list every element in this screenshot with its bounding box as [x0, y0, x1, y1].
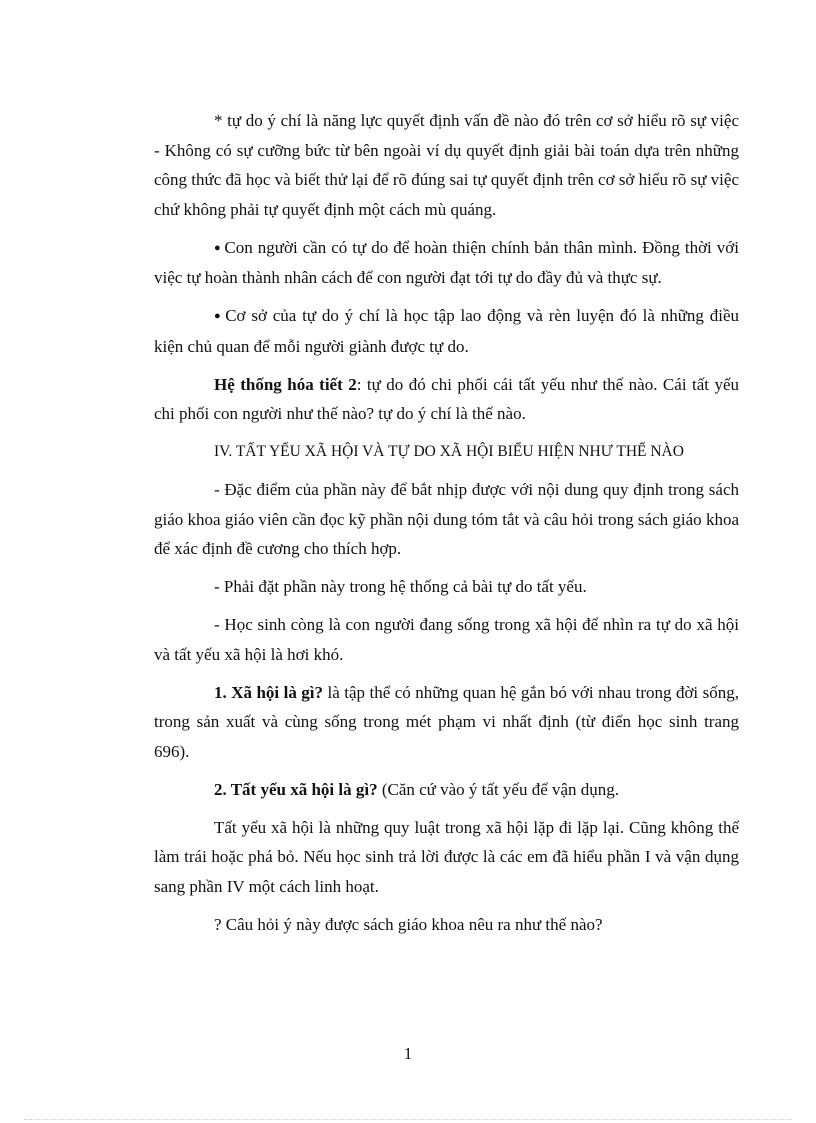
bullet-icon: ●	[214, 310, 223, 322]
paragraph-text: ? Câu hỏi ý này được sách giáo khoa nêu ra như thế nào?	[214, 914, 603, 934]
page-divider	[24, 1119, 792, 1120]
paragraph-free-will	[154, 106, 739, 224]
paragraph-question	[154, 910, 739, 940]
paragraph-place	[154, 572, 739, 602]
paragraph-text: Tất yếu xã hội là những quy luật trong xã hội lặp đi lặp lại. Cũng không thể làm trái hoặc phá bỏ. Nếu học sinh trả lời được là các em đã hiểu phần I và vận dụng sang phần IV một cách linh hoạt.	[154, 817, 739, 896]
paragraph-society	[154, 678, 739, 767]
paragraph-laws	[154, 813, 739, 902]
paragraph-characteristics	[154, 475, 739, 564]
paragraph-text: là tập thể có những quan hệ gắn bó với nhau trong đời sống, trong sản xuất và cùng sống trong mét phạm vi nhất định (từ điển học sinh trang 696).	[154, 682, 739, 761]
paragraph-social-necessity	[154, 775, 739, 805]
document-body	[154, 106, 739, 939]
paragraph-bold-lead: Hệ thống hóa tiết 2	[214, 374, 357, 394]
section-heading-iv	[154, 437, 739, 467]
paragraph-text: - Học sinh còng là con người đang sống trong xã hội để nhìn ra tự do xã hội và tất yếu xã hội là hơi khó.	[154, 615, 739, 664]
paragraph-bullet-2	[154, 301, 739, 361]
paragraph-bold-lead: 1. Xã hội là gì?	[214, 682, 324, 702]
paragraph-text: * tự do ý chí là năng lực quyết định vấn đề nào đó trên cơ sở hiểu rõ sự việc - Không có sự cưỡng bức từ bên ngoài ví dụ quyết định giải bài toán dựa trên những công thức đã học và biết thử lại để rõ đúng sai tự quyết định trên cơ sở hiểu rõ sự việc chứ không phải tự quyết định một cách mù quáng.	[154, 111, 739, 219]
paragraph-text: Cơ sở của tự do ý chí là học tập lao động và rèn luyện đó là những điều kiện chủ quan để mỗi người giành được tự do.	[154, 306, 739, 356]
paragraph-text: - Đặc điểm của phần này để bắt nhịp được với nội dung quy định trong sách giáo khoa giáo viên cần đọc kỹ phần nội dung tóm tắt và câu hỏi trong sách giáo khoa để xác định đề cương cho thích hợp.	[154, 480, 739, 558]
paragraph-text: - Phải đặt phần này trong hệ thống cả bài tự do tất yếu.	[214, 577, 587, 596]
paragraph-text: : tự do đó chi phối cái tất yếu như thế nào. Cái tất yếu chi phối con người như thế nào? tự do ý chí là thế nào.	[154, 374, 739, 423]
paragraph-students	[154, 610, 739, 669]
paragraph-text: Con người cần có tự do để hoàn thiện chính bản thân mình. Đồng thời với việc tự hoàn thành nhân cách để con người đạt tới tự do đầy đủ và thực sự.	[154, 237, 739, 287]
heading-text: IV. TẤT YẾU XÃ HỘI VÀ TỰ DO XÃ HỘI BIỂU HIỆN NHƯ THẾ NÀO	[214, 443, 684, 460]
paragraph-bold-lead: 2. Tất yếu xã hội là gì?	[214, 779, 378, 799]
paragraph-text: (Căn cứ vào ý tất yếu để vận dụng.	[377, 779, 620, 799]
paragraph-bullet-1	[154, 233, 739, 293]
bullet-icon: ●	[214, 241, 222, 254]
paragraph-summary	[154, 370, 739, 429]
page-number: 1	[403, 1044, 413, 1063]
